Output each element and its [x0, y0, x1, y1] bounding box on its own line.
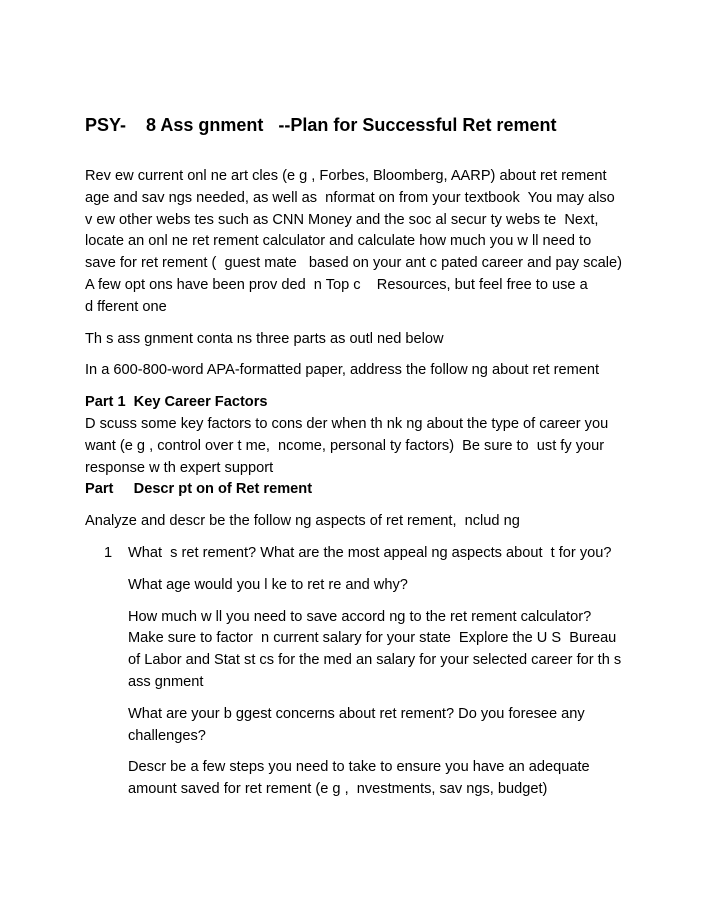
document-page [85, 112, 645, 811]
intro-line: Rev ew current onl ne art cles (e g , Forbes, Bloomberg, AARP) about ret rement [85, 168, 607, 184]
part1-section [85, 392, 645, 501]
parts-sentence-text: Th s ass gnment conta ns three parts as outl ned below [85, 330, 444, 347]
analyze-sentence [85, 511, 645, 533]
intro-line: d fferent one [85, 298, 167, 315]
list-item-line: challenges? [128, 727, 206, 744]
list-item-line: Make sure to factor n current salary for your state Explore the U S Bureau [128, 630, 617, 647]
part2-heading: Part Descr pt on of Ret rement [85, 481, 313, 498]
list-item-line: Descr be a few steps you need to take to ensure you have an adequate [128, 759, 590, 776]
list-item [85, 704, 645, 748]
intro-line: save for ret rement ( guest mate based on your ant c pated career and pay scale) [85, 255, 623, 272]
list-item [85, 607, 645, 694]
list-item-line: What are your b ggest concerns about ret rement? Do you foresee any [128, 705, 585, 722]
document-title: PSY- 8 Ass gnment --Plan for Successful Ret rement [85, 115, 557, 135]
list-item-line: of Labor and Stat st cs for the med an salary for your selected career for th s [128, 652, 622, 669]
list-item-line: amount saved for ret rement (e g , nvestments, sav ngs, budget) [128, 781, 548, 798]
intro-line: locate an onl ne ret rement calculator and calculate how much you w ll need to [85, 233, 592, 250]
parts-sentence [85, 329, 645, 351]
part1-line: response w th expert support [85, 459, 274, 476]
list-marker: 1 [104, 544, 113, 561]
retirement-questions-list [85, 543, 645, 801]
part1-heading: Part 1 Key Career Factors [85, 394, 268, 411]
list-item-line: How much w ll you need to save accord ng to the ret rement calculator? [128, 608, 592, 625]
list-item-line: What age would you l ke to ret re and why? [128, 576, 408, 593]
intro-line: v ew other webs tes such as CNN Money and the soc al secur ty webs te Next, [85, 211, 599, 228]
part1-line: want (e g , control over t me, ncome, personal ty factors) Be sure to ust fy your [85, 437, 605, 454]
intro-line: A few opt ons have been prov ded n Top c Resources, but feel free to use a [85, 276, 588, 293]
paper-sentence [85, 360, 645, 382]
part1-line: D scuss some key factors to cons der when th nk ng about the type of career you [85, 415, 609, 432]
list-item [85, 575, 645, 597]
intro-paragraph [85, 166, 645, 319]
list-item [85, 757, 645, 801]
list-item [85, 543, 645, 565]
intro-line: age and sav ngs needed, as well as nformat on from your textbook You may also [85, 189, 615, 206]
list-item-line: What s ret rement? What are the most appeal ng aspects about t for you? [128, 544, 612, 561]
list-item-line: ass gnment [128, 673, 204, 690]
analyze-sentence-text: Analyze and descr be the follow ng aspects of ret rement, nclud ng [85, 513, 520, 530]
paper-sentence-text: In a 600-800-word APA-formatted paper, address the follow ng about ret rement [85, 362, 600, 379]
